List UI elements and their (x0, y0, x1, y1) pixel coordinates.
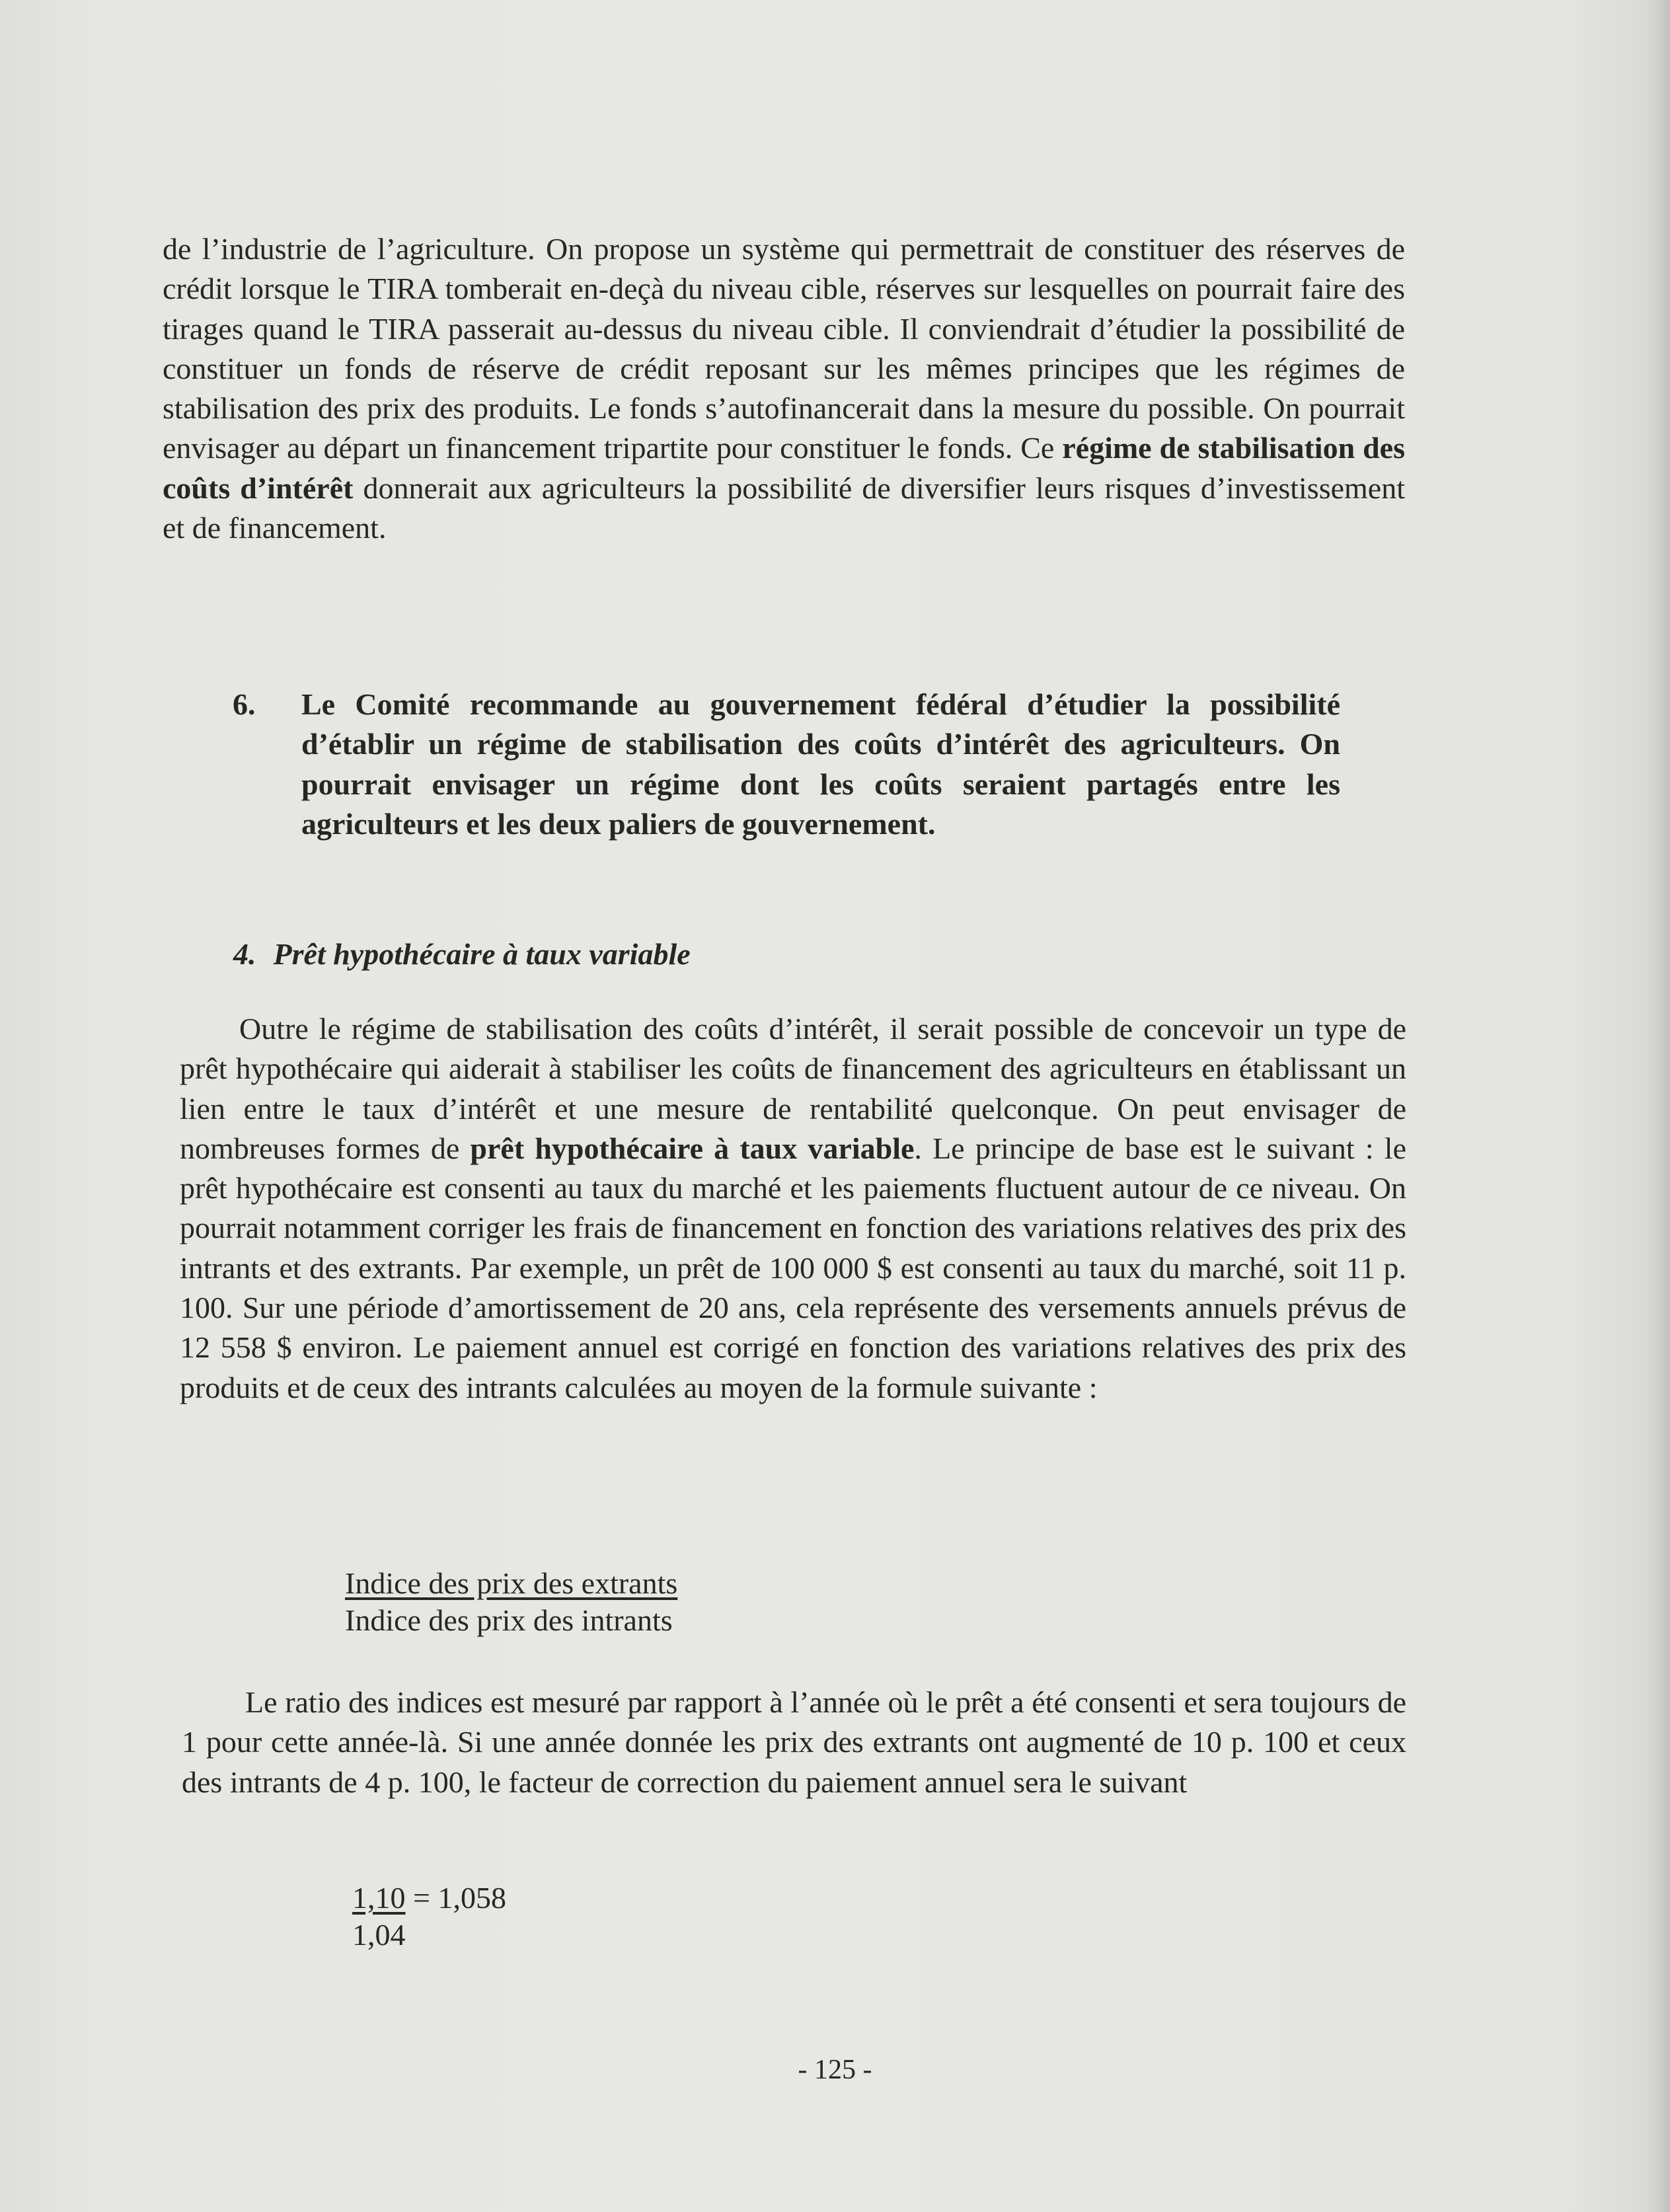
paragraph-text: Le ratio des indices est mesuré par rapport à l’année où le prêt a été consenti et sera toujours de 1 pour cette année-là. Si une année donnée les prix des extrants ont augmenté de 10 p. 100 et ceux des intrants de 4 p. 100, le facteur de correction du paiement annuel sera le suivant (182, 1685, 1406, 1799)
page-number: - 125 - (798, 2055, 872, 2085)
recommendation-number: 6. (233, 687, 256, 721)
formula-numerator: 1,10 (352, 1881, 406, 1915)
section-number: 4. (233, 937, 256, 971)
paragraph-text: de l’industrie de l’agriculture. On propose un système qui permettrait de constituer des réserves de crédit lorsque le TIRA tomberait en-deçà du niveau cible, réserves sur lesquelles on pourrait faire des tirages quand le TIRA passerait au-dessus du niveau cible. Il conviendrait d’étudier la possibilité de constituer un fonds de réserve de crédit reposant sur les mêmes principes que les régimes de stabilisation des prix des produits. Le fonds s’autofinancerait dans la mesure du possible. On pourrait envisager au départ un financement tripartite pour constituer le fonds. Ce (163, 232, 1405, 465)
bold-term-variable-rate-mortgage: prêt hypothécaire à taux variable (470, 1131, 915, 1165)
formula-denominator: 1,04 (352, 1918, 406, 1952)
paragraph-text: Outre le régime de stabilisation des coûts d’intérêt, il serait possible de concevoir un type de prêt hypothécaire qui aiderait à stabiliser les coûts de financement des agriculteurs en établissant un lien entre le taux d’intérêt et une mesure de rentabilité quelconque. On peut envisager de nombreuses formes de (180, 1012, 1406, 1165)
paragraph-text: donnerait aux agriculteurs la possibilité de diversifier leurs risques d’investissement et de financement. (163, 471, 1405, 545)
formula-result: 1,058 (437, 1881, 506, 1915)
recommendation-text: Le Comité recommande au gouvernement fédéral d’étudier la possibilité d’établir un régime de stabilisation des coûts d’intérêt des agriculteurs. On pourrait envisager un régime dont les coûts seraient partagés entre les agriculteurs et les deux paliers de gouvernement. (301, 687, 1340, 841)
price-index-ratio-formula (345, 1565, 677, 1639)
body-paragraph-index-ratio (182, 1683, 1406, 1802)
section-heading (233, 934, 691, 974)
recommendation-6 (233, 685, 1340, 844)
formula-equals: = (405, 1881, 438, 1915)
body-paragraph-variable-rate-mortgage (180, 1009, 1406, 1408)
bold-term-interest-stabilization: régime de stabilisation des coûts d’intérêt (163, 431, 1405, 505)
paragraph-text: . Le principe de base est le suivant : le prêt hypothécaire est consenti au taux du marché et les paiements fluctuent autour de ce niveau. On pourrait notamment corriger les frais de financement en fonction des variations relatives des prix des intrants et des extrants. Par exemple, un prêt de 100 000 $ est consenti au taux du marché, soit 11 p. 100. Sur une période d’amortissement de 20 ans, cela représente des versements annuels prévus de 12 558 $ environ. Le paiement annuel est corrigé en fonction des variations relatives des prix des produits et de ceux des intrants calculées au moyen de la formule suivante : (180, 1131, 1406, 1404)
formula-numerator: Indice des prix des extrants (345, 1566, 678, 1600)
correction-factor-formula (352, 1880, 506, 1954)
body-paragraph-credit-reserve (163, 229, 1405, 548)
page-edge-shadow (1645, 0, 1670, 2212)
section-title: Prêt hypothécaire à taux variable (273, 937, 691, 971)
formula-denominator: Indice des prix des intrants (345, 1603, 673, 1637)
